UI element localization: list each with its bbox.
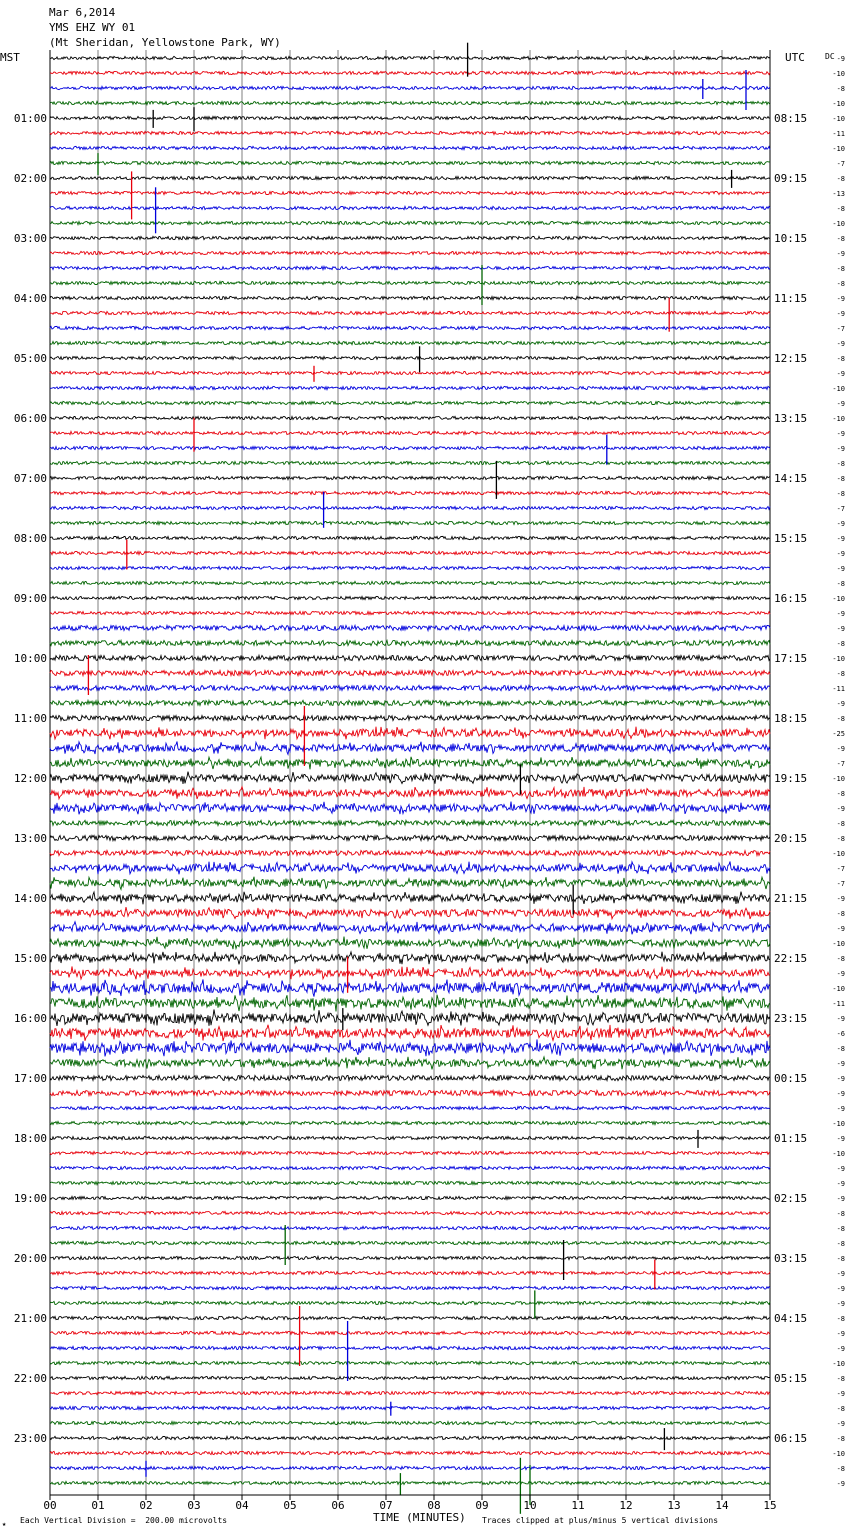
- dc-offset-label: -10: [832, 385, 845, 393]
- right-hour-label: 06:15: [774, 1432, 808, 1445]
- dc-offset-labels: [832, 55, 845, 1488]
- trace-row: [50, 1286, 770, 1289]
- trace-row: [50, 206, 770, 209]
- dc-offset-label: -10: [832, 115, 845, 123]
- trace-row: [50, 326, 770, 329]
- dc-offset-label: -10: [832, 1120, 845, 1128]
- trace-row: [50, 655, 770, 660]
- dc-offset-label: -10: [832, 70, 845, 78]
- left-hour-label: 15:00: [13, 952, 47, 965]
- right-hour-label: 19:15: [774, 772, 808, 785]
- trace-row: [50, 266, 770, 269]
- right-hour-label: 12:15: [774, 352, 808, 365]
- dc-offset-label: -8: [836, 910, 845, 918]
- trace-row: [50, 1481, 770, 1484]
- x-tick-label: 07: [379, 1499, 393, 1512]
- right-hour-label: 01:15: [774, 1132, 808, 1145]
- trace-row: [50, 979, 770, 996]
- dc-offset-label: -11: [832, 1000, 845, 1008]
- dc-offset-label: -9: [836, 1285, 845, 1293]
- dc-offset-label: -9: [836, 1060, 845, 1068]
- dc-offset-label: -8: [836, 175, 845, 183]
- dc-offset-label: -8: [836, 1225, 845, 1233]
- dc-offset-label: -9: [836, 1075, 845, 1083]
- dc-offset-label: -9: [836, 295, 845, 303]
- trace-row: [50, 1196, 770, 1199]
- left-hour-label: 12:00: [13, 772, 47, 785]
- dc-offset-label: -9: [836, 400, 845, 408]
- trace-row: [50, 907, 770, 919]
- dc-offset-label: -9: [836, 565, 845, 573]
- trace-row: [50, 1256, 770, 1259]
- x-tick-label: 10: [523, 1499, 537, 1512]
- dc-offset-label: -7: [836, 160, 845, 168]
- dc-offset-label: -9: [836, 895, 845, 903]
- trace-row: [50, 892, 770, 905]
- trace-row: [50, 820, 770, 825]
- dc-offset-label: -8: [836, 580, 845, 588]
- trace-row: [50, 476, 770, 479]
- trace-row: [50, 1451, 770, 1454]
- trace-row: [50, 995, 770, 1012]
- dc-offset-label: -8: [836, 670, 845, 678]
- x-tick-label: 14: [715, 1499, 729, 1512]
- x-tick-label: 12: [619, 1499, 633, 1512]
- right-hour-label: 23:15: [774, 1012, 808, 1025]
- right-hour-label: 03:15: [774, 1252, 808, 1265]
- dc-offset-label: -10: [832, 1150, 845, 1158]
- trace-row: [50, 727, 770, 740]
- dc-offset-label: -9: [836, 625, 845, 633]
- trace-row: [50, 176, 770, 179]
- trace-row: [50, 341, 770, 344]
- right-hour-label: 14:15: [774, 472, 808, 485]
- trace-row: [50, 86, 770, 89]
- trace-row: [50, 461, 770, 464]
- dc-offset-label: -7: [836, 865, 845, 873]
- dc-offset-label: -25: [832, 730, 845, 738]
- x-tick-label: 00: [43, 1499, 57, 1512]
- left-hour-label: 18:00: [13, 1132, 47, 1145]
- trace-row: [50, 446, 770, 449]
- dc-offset-label: -10: [832, 100, 845, 108]
- left-hour-label: 09:00: [13, 592, 47, 605]
- dc-offset-label: -8: [836, 1210, 845, 1218]
- trace-row: [50, 1039, 770, 1056]
- trace-row: [50, 742, 770, 755]
- dc-offset-label: -9: [836, 430, 845, 438]
- trace-row: [50, 1301, 770, 1304]
- left-hour-label: 22:00: [13, 1372, 47, 1385]
- trace-row: [50, 1466, 770, 1469]
- clip-note: Traces clipped at plus/minus 5 vertical divisions: [482, 1516, 719, 1525]
- dc-offset-label: -9: [836, 445, 845, 453]
- trace-row: [50, 862, 770, 875]
- trace-row: [50, 1010, 770, 1026]
- dc-offset-label: -9: [836, 1090, 845, 1098]
- dc-offset-label: -9: [836, 520, 845, 528]
- dc-offset-label: -9: [836, 1345, 845, 1353]
- x-tick-label: 02: [139, 1499, 153, 1512]
- dc-offset-label: -9: [836, 250, 845, 258]
- left-hour-label: 23:00: [13, 1432, 47, 1445]
- trace-row: [50, 1316, 770, 1319]
- left-hour-label: 03:00: [13, 232, 47, 245]
- trace-row: [50, 715, 770, 720]
- trace-row: [50, 1136, 770, 1139]
- dc-offset-label: -13: [832, 190, 845, 198]
- left-hour-label: 13:00: [13, 832, 47, 845]
- x-tick-label: 13: [667, 1499, 681, 1512]
- dc-offset-label: -8: [836, 355, 845, 363]
- trace-row: [50, 116, 770, 119]
- dc-offset-label: -9: [836, 1105, 845, 1113]
- dc-offset-label: -9: [836, 1390, 845, 1398]
- right-hour-labels: [774, 112, 807, 1445]
- right-hour-label: 05:15: [774, 1372, 808, 1385]
- trace-row: [50, 71, 770, 74]
- trace-row: [50, 1106, 770, 1109]
- trace-row: [50, 1211, 770, 1214]
- trace-row: [50, 1406, 770, 1409]
- dc-offset-label: -9: [836, 535, 845, 543]
- vertical-division-note: Each Vertical Division = 200.00 microvolts: [20, 1516, 228, 1525]
- dc-offset-label: -10: [832, 985, 845, 993]
- dc-offset-label: -8: [836, 460, 845, 468]
- trace-row: [50, 221, 770, 224]
- trace-row: [50, 1421, 770, 1424]
- dc-offset-label: -10: [832, 1450, 845, 1458]
- right-hour-label: 11:15: [774, 292, 808, 305]
- trace-row: [50, 431, 770, 434]
- trace-row: [50, 101, 770, 104]
- trace-row: [50, 835, 770, 840]
- trace-row: [50, 551, 770, 554]
- dc-offset-label: -7: [836, 760, 845, 768]
- left-hour-label: 14:00: [13, 892, 47, 905]
- trace-row: [50, 581, 770, 584]
- trace-row: [50, 640, 770, 645]
- trace-row: [50, 191, 770, 194]
- dc-offset-label: -11: [832, 130, 845, 138]
- left-hour-label: 19:00: [13, 1192, 47, 1205]
- trace-row: [50, 536, 770, 539]
- dc-label: DC: [825, 52, 835, 61]
- dc-offset-label: -9: [836, 1300, 845, 1308]
- header-date: Mar 6,2014: [49, 6, 116, 19]
- x-axis: [43, 1495, 776, 1512]
- dc-offset-label: -8: [836, 280, 845, 288]
- dc-offset-label: -8: [836, 1315, 845, 1323]
- dc-offset-label: -9: [836, 55, 845, 63]
- dc-offset-label: -8: [836, 1375, 845, 1383]
- trace-row: [50, 1241, 770, 1244]
- left-hour-label: 21:00: [13, 1312, 47, 1325]
- dc-offset-label: -8: [836, 1465, 845, 1473]
- dc-offset-label: -8: [836, 265, 845, 273]
- trace-row: [50, 685, 770, 690]
- trace-row: [50, 491, 770, 494]
- header-location: (Mt Sheridan, Yellowstone Park, WY): [49, 36, 281, 49]
- trace-row: [50, 1166, 770, 1169]
- dc-offset-label: -10: [832, 940, 845, 948]
- dc-offset-label: -8: [836, 235, 845, 243]
- right-timezone-label: UTC: [785, 51, 805, 64]
- x-axis-title: TIME (MINUTES): [373, 1511, 466, 1524]
- trace-row: [50, 506, 770, 509]
- dc-offset-label: -10: [832, 775, 845, 783]
- dc-offset-label: -8: [836, 820, 845, 828]
- trace-row: [50, 566, 770, 569]
- dc-offset-label: -7: [836, 880, 845, 888]
- left-hour-label: 10:00: [13, 652, 47, 665]
- trace-row: [50, 757, 770, 770]
- dc-offset-label: -11: [832, 685, 845, 693]
- dc-offset-label: -9: [836, 610, 845, 618]
- trace-row: [50, 802, 770, 815]
- left-timezone-label: MST: [0, 51, 20, 64]
- left-hour-label: 08:00: [13, 532, 47, 545]
- right-hour-label: 18:15: [774, 712, 808, 725]
- trace-row: [50, 1271, 770, 1274]
- left-hour-label: 01:00: [13, 112, 47, 125]
- left-hour-labels: [14, 112, 47, 1445]
- right-hour-label: 02:15: [774, 1192, 808, 1205]
- dc-offset-label: -8: [836, 1255, 845, 1263]
- trace-row: [50, 386, 770, 389]
- trace-row: [50, 1226, 770, 1229]
- dc-offset-label: -9: [836, 1135, 845, 1143]
- trace-row: [50, 1346, 770, 1349]
- left-hour-label: 05:00: [13, 352, 47, 365]
- dc-offset-label: -7: [836, 505, 845, 513]
- trace-row: [50, 251, 770, 254]
- trace-row: [50, 952, 770, 965]
- x-tick-label: 06: [331, 1499, 345, 1512]
- trace-row: [50, 311, 770, 314]
- dc-offset-label: -8: [836, 1405, 845, 1413]
- dc-offset-label: -10: [832, 655, 845, 663]
- dc-offset-label: -8: [836, 835, 845, 843]
- header-station: YMS EHZ WY 01: [49, 21, 136, 34]
- trace-row: [50, 1391, 770, 1394]
- right-hour-label: 17:15: [774, 652, 808, 665]
- trace-row: [50, 877, 770, 890]
- trace-row: [50, 1025, 770, 1041]
- x-tick-label: 11: [571, 1499, 585, 1512]
- dc-offset-label: -9: [836, 1180, 845, 1188]
- dc-offset-label: -9: [836, 1270, 845, 1278]
- trace-row: [50, 1057, 770, 1070]
- left-hour-label: 07:00: [13, 472, 47, 485]
- dc-offset-label: -9: [836, 340, 845, 348]
- trace-row: [50, 700, 770, 705]
- trace-row: [50, 146, 770, 149]
- x-tick-label: 04: [235, 1499, 249, 1512]
- dc-offset-label: -9: [836, 1165, 845, 1173]
- right-hour-label: 15:15: [774, 532, 808, 545]
- trace-row: [50, 922, 770, 935]
- trace-row: [50, 1361, 770, 1364]
- dc-offset-label: -9: [836, 805, 845, 813]
- dc-offset-label: -7: [836, 325, 845, 333]
- dc-offset-label: -10: [832, 850, 845, 858]
- dc-offset-label: -9: [836, 310, 845, 318]
- trace-row: [50, 1376, 770, 1379]
- trace-row: [50, 56, 770, 59]
- dc-offset-label: -10: [832, 1360, 845, 1368]
- trace-row: [50, 670, 770, 675]
- trace-row: [50, 1121, 770, 1124]
- trace-row: [50, 625, 770, 630]
- dc-offset-label: -8: [836, 640, 845, 648]
- x-tick-label: 09: [475, 1499, 489, 1512]
- dc-offset-label: -10: [832, 220, 845, 228]
- left-hour-label: 17:00: [13, 1072, 47, 1085]
- left-hour-label: 20:00: [13, 1252, 47, 1265]
- trace-row: [50, 281, 770, 284]
- left-hour-label: 16:00: [13, 1012, 47, 1025]
- right-hour-label: 09:15: [774, 172, 808, 185]
- dc-offset-label: -8: [836, 790, 845, 798]
- dc-offset-label: -8: [836, 85, 845, 93]
- trace-row: [50, 401, 770, 404]
- trace-row: [50, 521, 770, 524]
- left-hour-label: 02:00: [13, 172, 47, 185]
- trace-row: [50, 1436, 770, 1439]
- dc-offset-label: -9: [836, 1330, 845, 1338]
- seismic-traces: [50, 43, 770, 1514]
- left-hour-label: 11:00: [13, 712, 47, 725]
- dc-offset-label: -9: [836, 1015, 845, 1023]
- trace-row: [50, 356, 770, 359]
- dc-offset-label: -9: [836, 745, 845, 753]
- right-hour-label: 00:15: [774, 1072, 808, 1085]
- dc-offset-label: -9: [836, 700, 845, 708]
- trace-row: [50, 787, 770, 799]
- trace-row: [50, 1090, 770, 1095]
- dc-offset-label: -9: [836, 970, 845, 978]
- trace-row: [50, 236, 770, 239]
- trace-row: [50, 596, 770, 599]
- dc-offset-label: -9: [836, 925, 845, 933]
- x-tick-label: 15: [763, 1499, 777, 1512]
- right-hour-label: 13:15: [774, 412, 808, 425]
- trace-row: [50, 772, 770, 784]
- trace-row: [50, 1075, 770, 1080]
- dc-offset-label: -9: [836, 550, 845, 558]
- dc-offset-label: -8: [836, 1240, 845, 1248]
- dc-offset-label: -8: [836, 490, 845, 498]
- trace-row: [50, 850, 770, 855]
- right-hour-label: 10:15: [774, 232, 808, 245]
- dc-offset-label: -9: [836, 1480, 845, 1488]
- dc-offset-label: -8: [836, 1045, 845, 1053]
- trace-row: [50, 1151, 770, 1154]
- trace-row: [50, 131, 770, 134]
- dc-offset-label: -8: [836, 205, 845, 213]
- right-hour-label: 22:15: [774, 952, 808, 965]
- left-hour-label: 06:00: [13, 412, 47, 425]
- right-hour-label: 21:15: [774, 892, 808, 905]
- trace-row: [50, 1331, 770, 1334]
- dc-offset-label: -8: [836, 715, 845, 723]
- dc-offset-label: -8: [836, 475, 845, 483]
- x-tick-label: 03: [187, 1499, 201, 1512]
- x-tick-label: 05: [283, 1499, 297, 1512]
- left-hour-label: 04:00: [13, 292, 47, 305]
- corner-mark: ★: [2, 1520, 7, 1528]
- trace-row: [50, 371, 770, 374]
- dc-offset-label: -8: [836, 1435, 845, 1443]
- dc-offset-label: -9: [836, 370, 845, 378]
- trace-row: [50, 1181, 770, 1184]
- trace-row: [50, 611, 770, 614]
- trace-row: [50, 416, 770, 419]
- right-hour-label: 04:15: [774, 1312, 808, 1325]
- dc-offset-label: -9: [836, 1195, 845, 1203]
- minute-gridlines: [50, 50, 770, 1495]
- dc-offset-label: -10: [832, 145, 845, 153]
- trace-row: [50, 161, 770, 164]
- trace-row: [50, 296, 770, 299]
- right-hour-label: 20:15: [774, 832, 808, 845]
- dc-offset-label: -10: [832, 595, 845, 603]
- dc-offset-label: -9: [836, 1420, 845, 1428]
- right-hour-label: 16:15: [774, 592, 808, 605]
- dc-offset-label: -10: [832, 415, 845, 423]
- dc-offset-label: -6: [836, 1030, 845, 1038]
- dc-offset-label: -8: [836, 955, 845, 963]
- right-hour-label: 08:15: [774, 112, 808, 125]
- x-tick-label: 01: [91, 1499, 105, 1512]
- trace-row: [50, 967, 770, 980]
- trace-row: [50, 937, 770, 950]
- x-tick-label: 08: [427, 1499, 441, 1512]
